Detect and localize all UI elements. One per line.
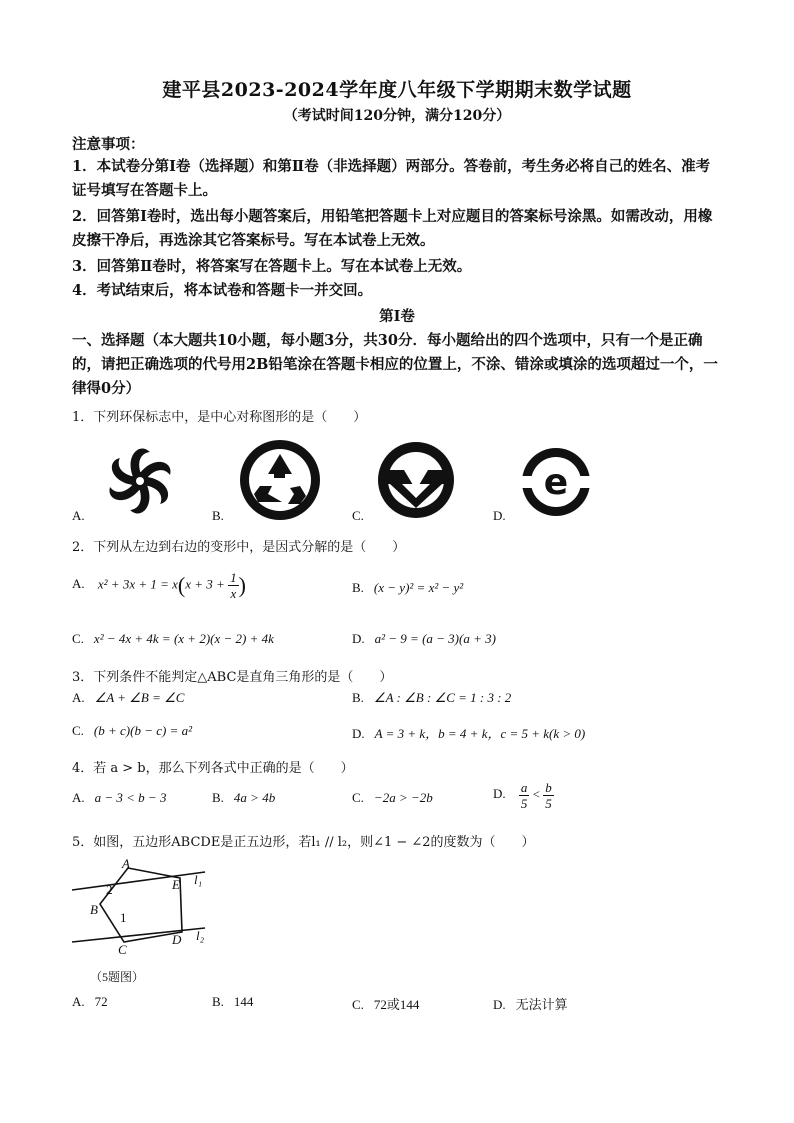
q3-b-expr: ∠A : ∠B : ∠C = 1 : 3 : 2 xyxy=(373,690,512,705)
q3-option-c-label: C. xyxy=(72,723,84,738)
q3-option-d-label: D. xyxy=(352,726,365,741)
q3-c-expr: (b + c)(b − c) = a² xyxy=(93,723,192,738)
exam-title: 建平县2023-2024学年度八年级下学期期末数学试题 xyxy=(162,79,632,101)
q2-c-expr: x² − 4x + 4k = (x + 2)(x − 2) + 4k xyxy=(93,631,274,646)
notice-heading: 注意事项： xyxy=(72,136,145,153)
q3-option-c xyxy=(72,723,192,739)
q5-option-d-label: D. xyxy=(493,997,506,1012)
q5-pentagon-figure xyxy=(70,856,220,954)
q2-a-num: 1 xyxy=(230,570,237,585)
q4-d-num2: b xyxy=(545,780,552,795)
section-title: 第Ⅰ卷 xyxy=(379,308,415,325)
q3-option-d xyxy=(352,723,585,742)
ring-v-icon xyxy=(374,440,458,520)
q1-option-c-label: C. xyxy=(352,508,364,523)
q1-option-b-label: B. xyxy=(212,508,224,523)
q5-label-b: B xyxy=(90,902,98,917)
pinwheel-icon xyxy=(100,445,180,517)
q5-option-d xyxy=(493,994,568,1013)
q4-option-a xyxy=(72,790,166,806)
q3-stem: 3．下列条件不能判定△ABC是直角三角形的是（ ） xyxy=(72,670,393,685)
q2-a-left: x² + 3x + 1 = x xyxy=(97,576,178,592)
q5-label-e: E xyxy=(172,877,180,892)
q4-d-den1: 5 xyxy=(520,796,528,811)
q4-option-b-label: B. xyxy=(212,790,224,805)
q4-a-expr: a − 3 < b − 3 xyxy=(94,790,167,805)
section-instructions: 一、选择题（本大题共10小题，每小题3分，共30分．每小题给出的四个选项中，只有一个是正确的，请把正确选项的代号用2B铅笔涂在答题卡相应的位置上，不涂、错涂或填涂的选项超过一个，一律得0分） xyxy=(72,332,718,397)
q5-option-c-label: C. xyxy=(352,997,364,1012)
q5-option-a-label: A. xyxy=(72,994,85,1009)
recycle-icon xyxy=(238,438,322,522)
q5-c-text: 72或144 xyxy=(373,997,420,1012)
q1-stem: 1．下列环保标志中，是中心对称图形的是（ ） xyxy=(72,410,367,425)
q5-label-angle1: 1 xyxy=(120,910,127,925)
q5-label-c: C xyxy=(118,942,127,954)
q5-option-b xyxy=(212,994,253,1010)
q5-label-d: D xyxy=(172,932,182,947)
q2-option-b-label: B. xyxy=(352,580,364,595)
q3-option-a-label: A. xyxy=(72,690,85,705)
q5-option-b-label: B. xyxy=(212,994,224,1009)
q5-option-c xyxy=(352,994,419,1013)
q4-option-d xyxy=(493,780,554,811)
q4-option-b xyxy=(212,790,275,806)
notice-item-2: 2．回答第Ⅰ卷时，选出每小题答案后，用铅笔把答题卡上对应题目的答案标号涂黑。如需改动，用橡皮擦干净后，再选涂其它答案标号。写在本试卷上无效。 xyxy=(72,208,713,249)
q2-d-expr: a² − 9 = (a − 3)(a + 3) xyxy=(374,631,496,646)
q1-option-d-label: D. xyxy=(493,508,506,523)
q2-option-d xyxy=(352,631,496,647)
q3-option-b-label: B. xyxy=(352,690,364,705)
q2-option-c xyxy=(72,631,274,647)
q4-option-c-label: C. xyxy=(352,790,364,805)
q5-option-a xyxy=(72,994,108,1010)
notice-item-3: 3．回答第Ⅱ卷时，将答案写在答题卡上。写在本试卷上无效。 xyxy=(72,258,472,275)
q4-stem: 4．若 a > b，那么下列各式中正确的是（ ） xyxy=(72,761,354,776)
q2-a-mid: x + 3 + xyxy=(185,576,225,592)
q2-stem: 2．下列从左边到右边的变形中，是因式分解的是（ ） xyxy=(72,540,406,555)
q3-option-b xyxy=(352,690,511,706)
q4-option-c xyxy=(352,790,433,806)
q1-option-a-label: A. xyxy=(72,508,85,523)
q5-b-text: 144 xyxy=(233,994,254,1009)
q5-label-l1: l₁ xyxy=(194,872,203,887)
q2-option-a: A. x² + 3x + 1 = x(x + 3 + $\frac{1}{x}$ ) xyxy=(72,570,246,601)
q3-d-expr: A = 3 + k，b = 4 + k，c = 5 + k(k > 0) xyxy=(374,726,586,741)
q5-label-angle2: 2 xyxy=(106,882,113,897)
notice-item-1: 1．本试卷分第Ⅰ卷（选择题）和第Ⅱ卷（非选择题）两部分。答卷前，考生务必将自己的姓名、准考证号填写在答题卡上。 xyxy=(72,158,711,199)
q5-label-a: A xyxy=(122,856,130,871)
q4-option-d-label: D. xyxy=(493,786,506,802)
q2-option-b xyxy=(352,580,463,596)
q2-option-c-label: C. xyxy=(72,631,84,646)
q5-stem: 5．如图，五边形ABCDE是正五边形，若l₁ // l₂，则∠1 − ∠2的度数为（ ） xyxy=(72,835,535,850)
q4-c-expr: −2a > −2b xyxy=(373,790,433,805)
q5-d-text: 无法计算 xyxy=(515,997,568,1012)
q2-b-expr: (x − y)² = x² − y² xyxy=(373,580,464,595)
q4-option-a-label: A. xyxy=(72,790,85,805)
q3-option-a xyxy=(72,690,184,706)
svg-text:e: e xyxy=(543,462,569,503)
q2-option-d-label: D. xyxy=(352,631,365,646)
q5-label-l2: l₂ xyxy=(196,928,205,943)
e-label-icon xyxy=(514,444,598,520)
exam-subtitle: （考试时间120分钟，满分120分） xyxy=(283,108,511,124)
q4-b-expr: 4a > 4b xyxy=(233,790,276,805)
q4-d-den2: 5 xyxy=(545,796,552,811)
q5-figure-caption: （5题图） xyxy=(90,970,145,984)
q3-a-expr: ∠A + ∠B = ∠C xyxy=(94,690,185,705)
q2-a-den: x xyxy=(230,586,237,601)
q4-d-op: < xyxy=(532,786,540,802)
notice-item-4: 4．考试结束后，将本试卷和答题卡一并交回。 xyxy=(72,282,373,299)
q2-option-a-label: A. xyxy=(72,576,85,592)
q5-a-text: 72 xyxy=(94,994,108,1009)
q4-d-num1: a xyxy=(520,780,528,795)
